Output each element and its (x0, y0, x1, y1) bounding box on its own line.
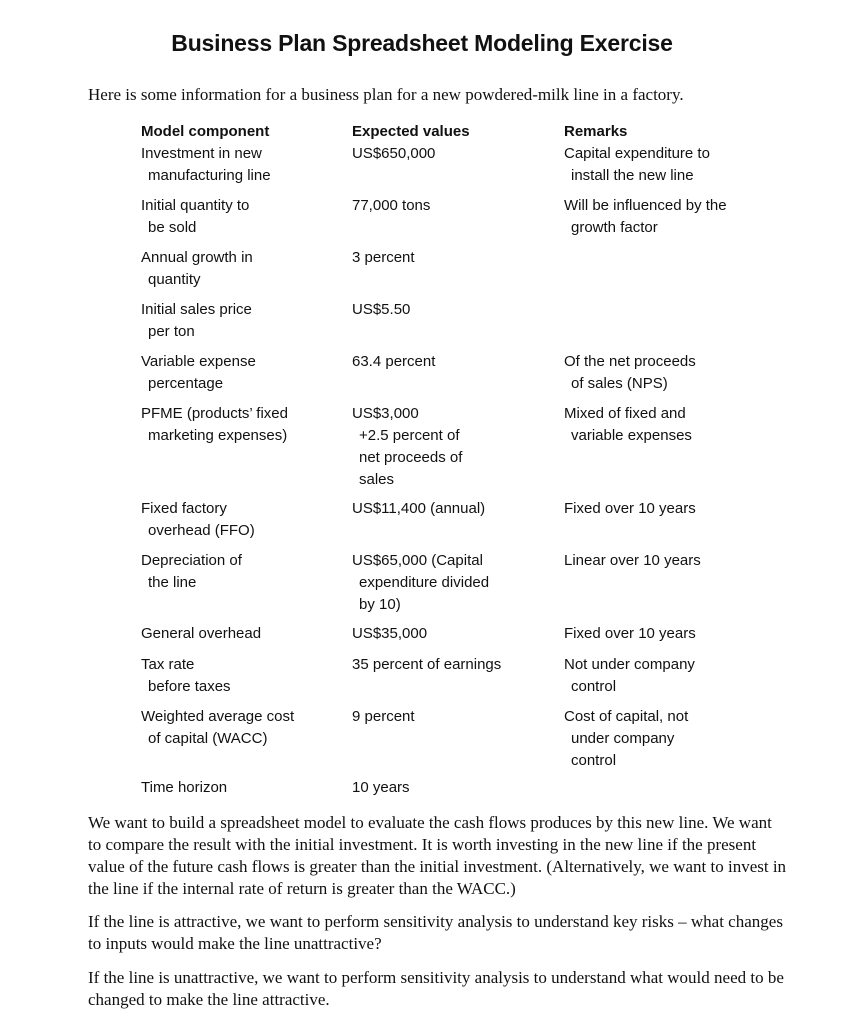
cell-line: 9 percent (352, 708, 415, 725)
cell-line: marketing expenses) (148, 427, 288, 444)
header-model-component: Model component (141, 123, 270, 140)
cell-line: install the new line (571, 167, 694, 184)
table-cell-value (352, 623, 552, 645)
table-cell-component (141, 654, 336, 698)
table-cell-value (352, 550, 552, 616)
cell-line: variable expenses (571, 427, 692, 444)
table-cell-remark (564, 351, 804, 395)
cell-line: Of the net proceeds (564, 353, 696, 370)
table-cell-remark (564, 706, 804, 772)
cell-line: 3 percent (352, 249, 415, 266)
table-cell-component (141, 195, 336, 239)
cell-line: quantity (148, 271, 201, 288)
cell-line: 35 percent of earnings (352, 656, 502, 673)
cell-line: US$5.50 (352, 301, 411, 318)
cell-line: Depreciation of (141, 552, 242, 569)
cell-line: Cost of capital, not (564, 708, 689, 725)
cell-line: before taxes (148, 678, 231, 695)
cell-line: PFME (products’ fixed (141, 405, 288, 422)
table-cell-value (352, 143, 552, 165)
cell-line: Fixed factory (141, 500, 227, 517)
cell-line: Capital expenditure to (564, 145, 710, 162)
table-cell-remark (564, 550, 804, 572)
table-cell-component (141, 299, 336, 343)
cell-line: Tax rate (141, 656, 195, 673)
cell-line: Initial quantity to (141, 197, 250, 214)
cell-line: 10 years (352, 779, 410, 796)
table-cell-component (141, 777, 336, 799)
cell-line: US$65,000 (Capital (352, 552, 483, 569)
cell-line: Initial sales price (141, 301, 252, 318)
table-cell-value (352, 498, 552, 520)
cell-line: General overhead (141, 625, 262, 642)
intro-text: Here is some information for a business plan for a new powdered-milk line in a factory. (88, 85, 684, 104)
table-cell-value (352, 403, 552, 491)
cell-line: of sales (NPS) (571, 375, 668, 392)
paragraph-attractive: If the line is attractive, we want to perform sensitivity analysis to understand key risks – what changes to inputs would make the line unattractive? (88, 912, 783, 953)
cell-line: Time horizon (141, 779, 228, 796)
cell-line: US$3,000 (352, 405, 419, 422)
cell-line: +2.5 percent of (359, 427, 460, 444)
cell-line: US$650,000 (352, 145, 436, 162)
cell-line: US$11,400 (annual) (352, 500, 486, 517)
table-cell-value (352, 195, 552, 217)
table-cell-remark (564, 143, 804, 187)
table-cell-remark (564, 403, 804, 447)
table-cell-component (141, 550, 336, 594)
cell-line: Will be influenced by the (564, 197, 727, 214)
table-cell-component (141, 351, 336, 395)
cell-line: US$35,000 (352, 625, 428, 642)
cell-line: control (571, 678, 617, 695)
cell-line: Not under company (564, 656, 695, 673)
cell-line: Annual growth in (141, 249, 253, 266)
cell-line: by 10) (359, 596, 401, 613)
table-cell-component (141, 623, 336, 645)
cell-line: percentage (148, 375, 224, 392)
cell-line: 77,000 tons (352, 197, 431, 214)
table-cell-component (141, 403, 336, 447)
table-cell-value (352, 247, 552, 269)
cell-line: Investment in new (141, 145, 262, 162)
paragraph-unattractive: If the line is unattractive, we want to perform sensitivity analysis to understand what would need to be changed to make the line attractive. (88, 968, 784, 1009)
table-cell-component (141, 498, 336, 542)
table-cell-value (352, 351, 552, 373)
cell-line: be sold (148, 219, 197, 236)
table-cell-component (141, 706, 336, 750)
table-cell-value (352, 706, 552, 728)
cell-line: Linear over 10 years (564, 552, 701, 569)
header-expected-values: Expected values (352, 123, 470, 140)
cell-line: the line (148, 574, 197, 591)
table-cell-value (352, 299, 552, 321)
cell-line: overhead (FFO) (148, 522, 255, 539)
header-remarks: Remarks (564, 123, 628, 140)
paragraph-cash-flows: We want to build a spreadsheet model to evaluate the cash flows produces by this new line. We want to compare the result with the initial investment. It is worth investing in the new line if the present value of the future cash flows is greater than the initial investment. (Alternatively, we want to invest in the line if the internal rate of return is greater than the WACC.) (88, 813, 787, 898)
cell-line: Variable expense (141, 353, 256, 370)
table-cell-remark (564, 623, 804, 645)
cell-line: control (571, 752, 617, 769)
cell-line: 63.4 percent (352, 353, 436, 370)
cell-line: growth factor (571, 219, 658, 236)
table-cell-value (352, 654, 552, 676)
table-cell-component (141, 143, 336, 187)
cell-line: sales (359, 471, 395, 488)
table-cell-remark (564, 654, 804, 698)
table-cell-remark (564, 498, 804, 520)
page-title: Business Plan Spreadsheet Modeling Exercise (171, 30, 673, 56)
cell-line: expenditure divided (359, 574, 490, 591)
table-cell-value (352, 777, 552, 799)
cell-line: net proceeds of (359, 449, 463, 466)
cell-line: of capital (WACC) (148, 730, 268, 747)
cell-line: Fixed over 10 years (564, 625, 696, 642)
cell-line: manufacturing line (148, 167, 271, 184)
cell-line: per ton (148, 323, 195, 340)
cell-line: Mixed of fixed and (564, 405, 686, 422)
cell-line: under company (571, 730, 675, 747)
cell-line: Fixed over 10 years (564, 500, 696, 517)
table-cell-remark (564, 195, 804, 239)
table-cell-component (141, 247, 336, 291)
cell-line: Weighted average cost (141, 708, 295, 725)
